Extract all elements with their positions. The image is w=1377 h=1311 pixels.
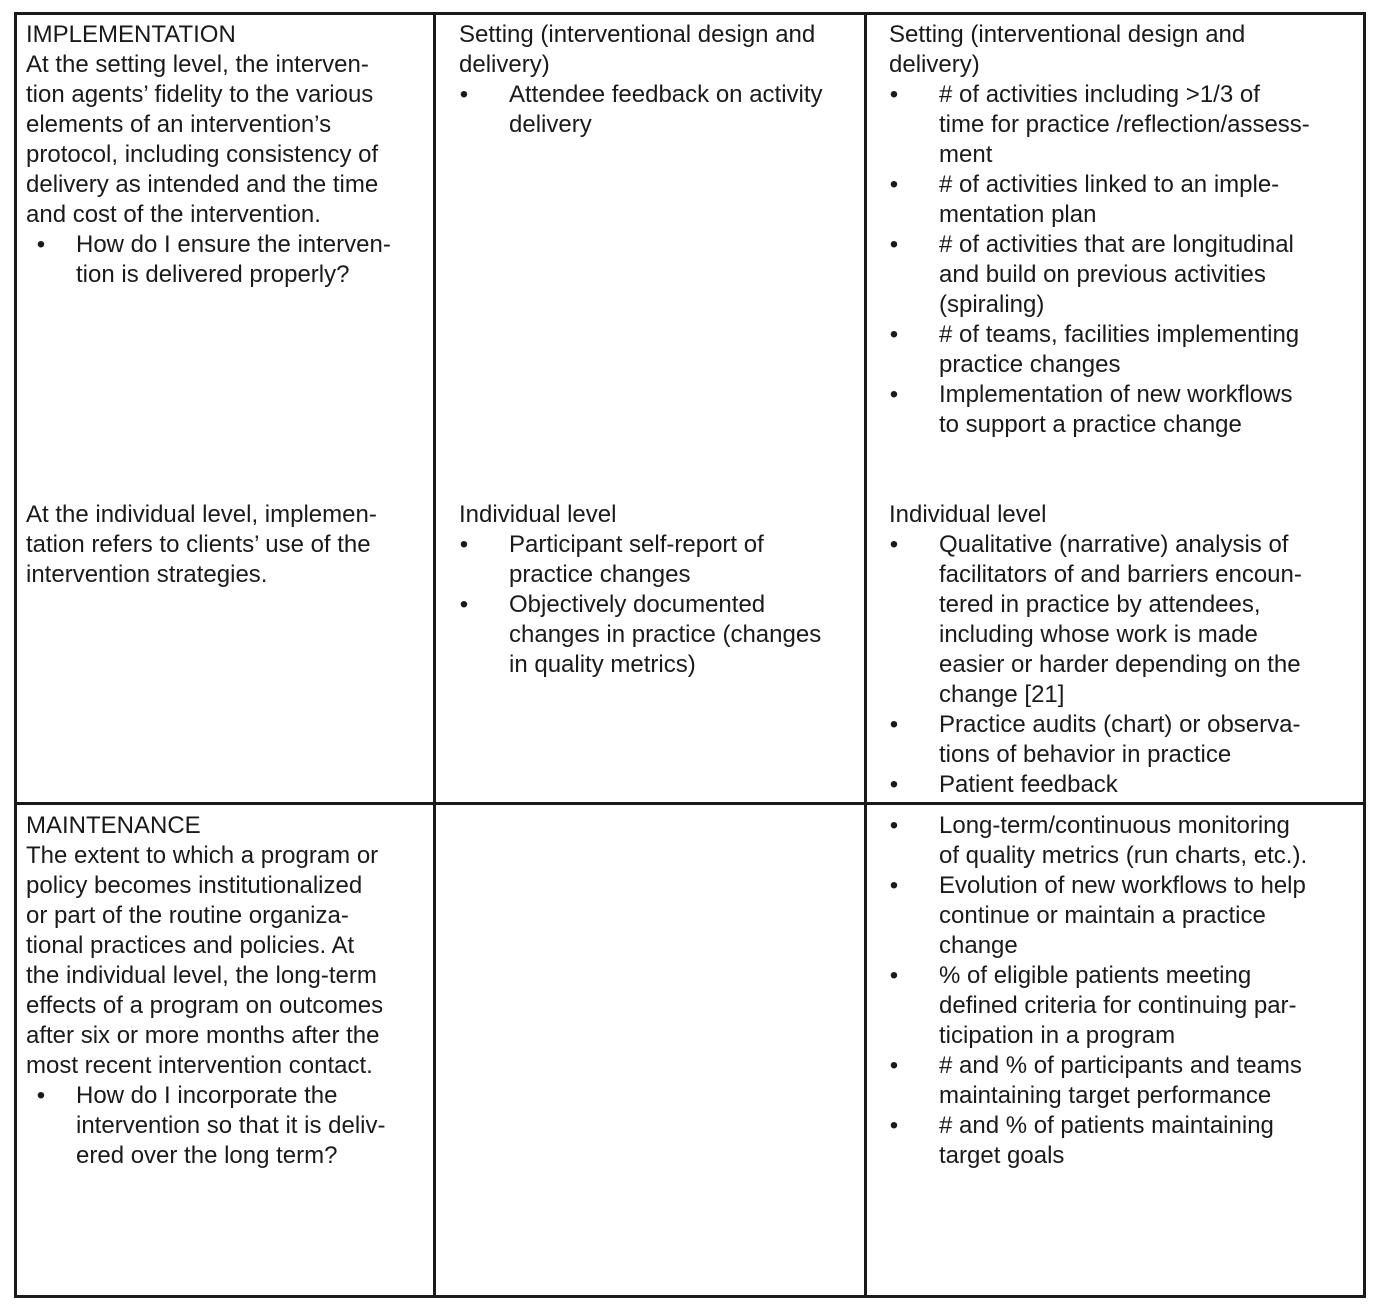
list-item (889, 961, 1359, 1051)
implementation-col2-individual-cell (459, 500, 859, 680)
list-item-line: tered in practice by attendees, (939, 591, 1261, 618)
individual-heading: Individual level (459, 501, 617, 528)
maintenance-description-line: or part of the routine organiza- (26, 902, 349, 929)
question-line: ered over the long term? (76, 1142, 338, 1169)
list-item (459, 80, 859, 140)
list-item-line: and build on previous activities (939, 261, 1266, 288)
list-item-line: # and % of patients maintaining (939, 1112, 1274, 1139)
maintenance-description-line: effects of a program on outcomes (26, 992, 384, 1019)
bullet: • (889, 1052, 899, 1079)
list-item-line: changes in practice (changes (509, 621, 822, 648)
list-item (889, 230, 1359, 320)
list-item (889, 80, 1359, 170)
list-item-line: practice changes (939, 351, 1121, 378)
implementation-description-line: tion agents’ fidelity to the various (26, 81, 374, 108)
list-item (889, 1111, 1359, 1171)
maintenance-description-line: The extent to which a program or (26, 842, 379, 869)
list-item-line: # of activities including >1/3 of (939, 81, 1260, 108)
bullet: • (889, 81, 899, 108)
column-divider-1 (433, 12, 436, 1298)
list-item-line: # of activities linked to an imple- (939, 171, 1280, 198)
implementation-col3-setting-cell (889, 20, 1359, 440)
list-item-line: (spiraling) (939, 291, 1045, 318)
list-item-line: # of teams, facilities implementing (939, 321, 1300, 348)
implementation-description-line: delivery as intended and the time (26, 171, 379, 198)
implementation-description-line: elements of an intervention’s (26, 111, 332, 138)
maintenance-question (26, 1081, 431, 1171)
list-item-line: change (939, 932, 1018, 959)
list-item (889, 530, 1359, 710)
list-item-line: including whose work is made (939, 621, 1258, 648)
list-item-line: change [21] (939, 681, 1065, 708)
list-item-line: Attendee feedback on activity (509, 81, 823, 108)
list-item (459, 590, 859, 680)
list-item-line: Implementation of new workflows (939, 381, 1293, 408)
setting-heading: delivery) (889, 51, 980, 78)
list-item-line: target goals (939, 1142, 1065, 1169)
implementation-heading: IMPLEMENTATION (26, 21, 236, 48)
list-item (889, 380, 1359, 440)
maintenance-heading: MAINTENANCE (26, 812, 201, 839)
bullet: • (889, 962, 899, 989)
bullet: • (889, 231, 899, 258)
list-item-line: # and % of participants and teams (939, 1052, 1302, 1079)
list-item-line: Evolution of new workflows to help (939, 872, 1306, 899)
list-item-line: defined criteria for continuing par- (939, 992, 1297, 1019)
list-item-line: Practice audits (chart) or observa- (939, 711, 1301, 738)
maintenance-description-line: tional practices and policies. At (26, 932, 355, 959)
list-item (889, 1051, 1359, 1111)
individual-heading: Individual level (889, 501, 1047, 528)
list-item-line: practice changes (509, 561, 691, 588)
bullet: • (889, 812, 899, 839)
bullet: • (459, 81, 469, 108)
row-divider (14, 802, 1366, 805)
bullet: • (36, 1082, 46, 1109)
implementation-description-line: At the setting level, the interven- (26, 51, 369, 78)
list-item-line: delivery (509, 111, 592, 138)
list-item-line: maintaining target performance (939, 1082, 1272, 1109)
list-item-line: time for practice /reflection/assess- (939, 111, 1310, 138)
bullet: • (459, 591, 469, 618)
list-item-line: # of activities that are longitudinal (939, 231, 1294, 258)
individual-description-line: At the individual level, implemen- (26, 501, 377, 528)
question-line: tion is delivered properly? (76, 261, 350, 288)
list-item-line: easier or harder depending on the (939, 651, 1301, 678)
bullet: • (36, 231, 46, 258)
column-divider-2 (864, 12, 867, 1298)
setting-heading: Setting (interventional design and (459, 21, 816, 48)
list-item-line: ment (939, 141, 993, 168)
maintenance-description-line: the individual level, the long-term (26, 962, 377, 989)
individual-description-line: tation refers to clients’ use of the (26, 531, 371, 558)
maintenance-description-line: policy becomes institutionalized (26, 872, 363, 899)
implementation-description-line: protocol, including consistency of (26, 141, 379, 168)
list-item-line: Qualitative (narrative) analysis of (939, 531, 1289, 558)
bullet: • (889, 872, 899, 899)
implementation-col2-setting-cell (459, 20, 859, 140)
bullet: • (889, 771, 899, 798)
bullet: • (889, 381, 899, 408)
list-item-line: facilitators of and barriers encoun- (939, 561, 1302, 588)
bullet: • (889, 321, 899, 348)
implementation-individual-cell (26, 500, 431, 590)
list-item (889, 871, 1359, 961)
maintenance-description-line: most recent intervention contact. (26, 1052, 373, 1079)
question-line: How do I ensure the interven- (76, 231, 391, 258)
list-item-line: tions of behavior in practice (939, 741, 1232, 768)
list-item-line: Objectively documented (509, 591, 766, 618)
list-item-line: ticipation in a program (939, 1022, 1176, 1049)
list-item (889, 770, 1359, 800)
list-item-line: Participant self-report of (509, 531, 764, 558)
implementation-col3-individual-cell (889, 500, 1359, 800)
list-item-line: of quality metrics (run charts, etc.). (939, 842, 1308, 869)
maintenance-definition-cell (26, 811, 431, 1171)
implementation-question (26, 230, 431, 290)
list-item-line: mentation plan (939, 201, 1097, 228)
bullet: • (889, 171, 899, 198)
list-item (889, 170, 1359, 230)
list-item-line: Patient feedback (939, 771, 1118, 798)
individual-description-line: intervention strategies. (26, 561, 268, 588)
bullet: • (889, 531, 899, 558)
setting-heading: delivery) (459, 51, 550, 78)
setting-heading: Setting (interventional design and (889, 21, 1246, 48)
bullet: • (459, 531, 469, 558)
implementation-description-line: and cost of the intervention. (26, 201, 321, 228)
list-item-line: to support a practice change (939, 411, 1242, 438)
list-item (889, 710, 1359, 770)
list-item (889, 320, 1359, 380)
maintenance-col3-cell (889, 811, 1359, 1171)
question-line: intervention so that it is deliv- (76, 1112, 386, 1139)
list-item-line: in quality metrics) (509, 651, 696, 678)
list-item-line: Long-term/continuous monitoring (939, 812, 1290, 839)
question-line: How do I incorporate the (76, 1082, 338, 1109)
list-item-line: continue or maintain a practice (939, 902, 1266, 929)
implementation-definition-cell (26, 20, 431, 290)
list-item (889, 811, 1359, 871)
list-item (459, 530, 859, 590)
bullet: • (889, 1112, 899, 1139)
list-item-line: % of eligible patients meeting (939, 962, 1252, 989)
bullet: • (889, 711, 899, 738)
maintenance-description-line: after six or more months after the (26, 1022, 380, 1049)
